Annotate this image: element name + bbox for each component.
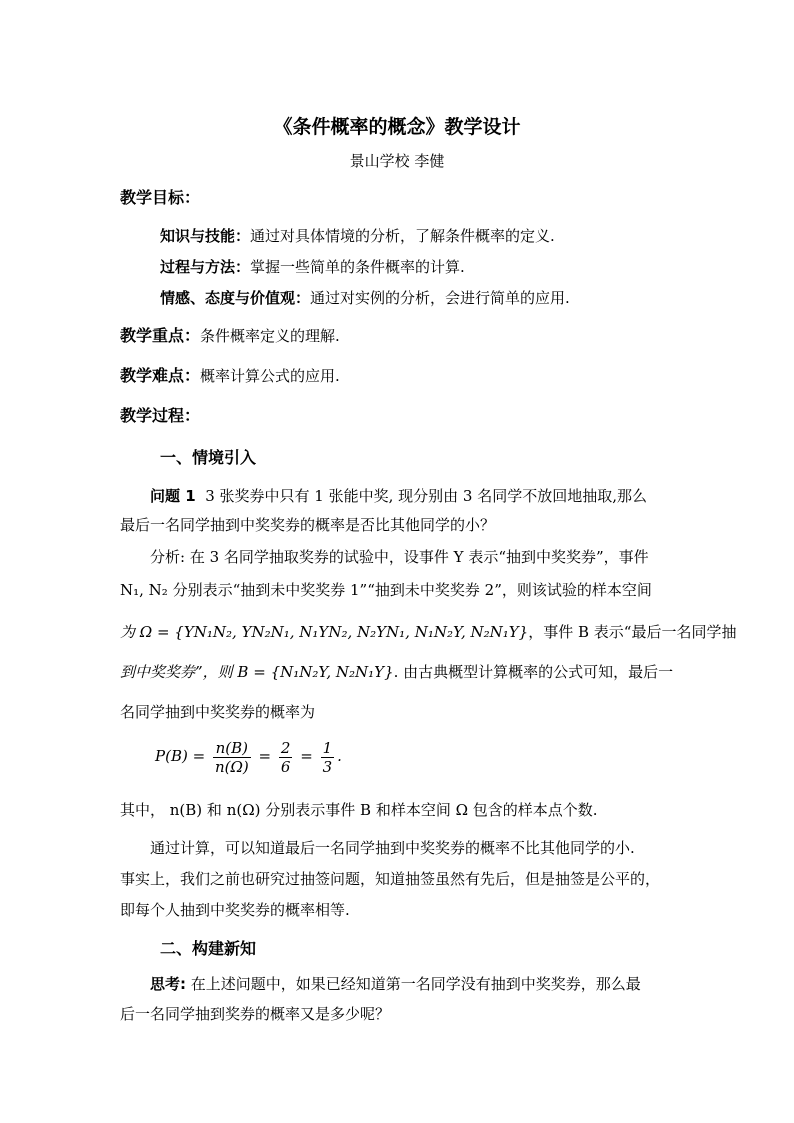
question-1-line-1 — [150, 484, 706, 508]
analysis-line-1: 分析: 在 3 名同学抽取奖券的试验中，设事件 Y 表示“抽到中奖奖券”，事件 — [150, 548, 649, 566]
formula-lhs: P(B) = — [155, 747, 206, 765]
difficulty-text: 概率计算公式的应用. — [200, 367, 340, 385]
formula-period: . — [337, 747, 342, 765]
conclusion-line-2: 事实上，我们之前也研究过抽签问题，知道抽签虽然有先后，但是抽签是公平的， — [120, 870, 661, 888]
process-heading: 教学过程： — [120, 406, 201, 425]
fraction-nb-nomega — [213, 739, 251, 776]
goal-knowledge-label: 知识与技能： — [160, 227, 251, 245]
section-heading-2: 二、构建新知 — [160, 939, 257, 958]
think-line-2: 后一名同学抽到奖券的概率又是多少呢？ — [120, 1005, 391, 1023]
where-line: 其中， n(B) 和 n(Ω) 分别表示事件 B 和样本空间 Ω 包含的样本点个数. — [120, 801, 598, 819]
event-b-formula: 到中奖奖券”，则 B = {N₁N₂Y, N₂N₁Y} — [120, 663, 394, 681]
fraction-two-sixths — [279, 739, 293, 776]
goal-emotion — [160, 286, 716, 310]
conclusion-line-3: 即每个人抽到中奖奖券的概率相等. — [120, 901, 350, 919]
document-title: 《条件概率的概念》教学设计 — [273, 116, 521, 138]
fraction-numerator: n(B) — [213, 739, 251, 758]
formula-equals: = — [258, 747, 272, 765]
analysis-line-5: 名同学抽到中奖奖券的概率为 — [120, 703, 316, 721]
analysis-line-3 — [120, 620, 737, 644]
probability-formula — [155, 738, 711, 776]
goal-process-label: 过程与方法： — [160, 258, 251, 276]
goal-process — [160, 255, 716, 279]
goal-emotion-text: 通过对实例的分析，会进行简单的应用. — [310, 289, 570, 307]
fraction-denominator: n(Ω) — [214, 757, 249, 776]
key-point — [120, 324, 676, 348]
fraction-denominator: 6 — [280, 757, 291, 776]
think-label: 思考: — [150, 975, 186, 993]
analysis-line-4 — [120, 660, 676, 684]
section-heading-1: 一、情境引入 — [160, 448, 257, 467]
analysis-line-2: N₁, N₂ 分别表示“抽到未中奖奖券 1”“抽到未中奖奖券 2”，则该试验的样本空间 — [120, 581, 652, 599]
goals-heading: 教学目标： — [120, 188, 201, 207]
key-point-text: 条件概率定义的理解. — [200, 327, 340, 345]
fraction-one-third — [321, 739, 335, 776]
fraction-numerator: 2 — [280, 738, 291, 757]
analysis-line-3-text: ，事件 B 表示“最后一名同学抽 — [528, 623, 737, 641]
conclusion-line-1: 通过计算，可以知道最后一名同学抽到中奖奖券的概率不比其他同学的小. — [150, 839, 635, 857]
goal-emotion-label: 情感、态度与价值观： — [160, 289, 311, 307]
key-point-label: 教学重点： — [120, 326, 201, 345]
difficulty-point — [120, 364, 676, 388]
goal-process-text: 掌握一些简单的条件概率的计算. — [250, 258, 465, 276]
fraction-denominator: 3 — [322, 757, 333, 776]
fraction-numerator: 1 — [322, 738, 333, 757]
goal-knowledge — [160, 224, 716, 248]
question-1-line-2: 最后一名同学抽到中奖奖券的概率是否比其他同学的小？ — [120, 516, 496, 534]
think-line-1 — [150, 972, 706, 996]
goal-knowledge-text: 通过对具体情境的分析，了解条件概率的定义. — [250, 227, 555, 245]
question-1-text: 3 张奖券中只有 1 张能中奖, 现分别由 3 名同学不放回地抽取,那么 — [205, 487, 647, 505]
author-line: 景山学校 李健 — [349, 152, 445, 170]
formula-equals: = — [300, 747, 313, 765]
analysis-line-4-text: . 由古典概型计算概率的公式可知，最后一 — [393, 663, 674, 681]
think-text: 在上述问题中，如果已经知道第一名同学没有抽到中奖奖券，那么最 — [186, 975, 641, 993]
question-1-label: 问题 1 — [150, 487, 196, 505]
difficulty-label: 教学难点： — [120, 366, 201, 385]
sample-space-formula: 为 Ω = {YN₁N₂, YN₂N₁, N₁YN₂, N₂YN₁, N₁N₂Y, N₂N₁Y} — [120, 623, 529, 641]
